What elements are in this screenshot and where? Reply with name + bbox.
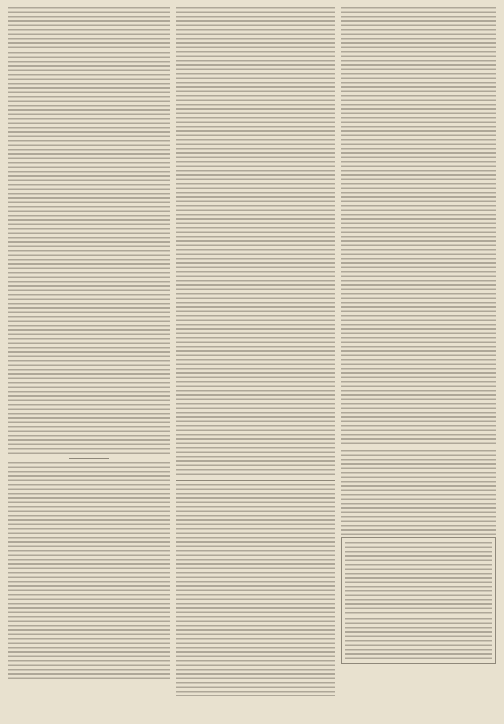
divider xyxy=(69,458,109,459)
left-column xyxy=(8,6,170,714)
article-body-lines xyxy=(8,52,170,456)
middle-column xyxy=(174,6,335,714)
ad-body-lines xyxy=(345,590,492,616)
article-body-lines xyxy=(176,484,335,696)
article-body-lines xyxy=(341,450,496,536)
article-body-lines xyxy=(341,7,496,447)
article-body-lines xyxy=(176,7,335,477)
ad-body-lines xyxy=(345,618,492,660)
article-body-lines xyxy=(8,462,170,680)
article-body-lines xyxy=(8,7,170,49)
ad-body-lines xyxy=(345,542,492,588)
right-column xyxy=(339,6,496,714)
divider xyxy=(176,480,335,481)
advertisement-box xyxy=(341,537,496,664)
